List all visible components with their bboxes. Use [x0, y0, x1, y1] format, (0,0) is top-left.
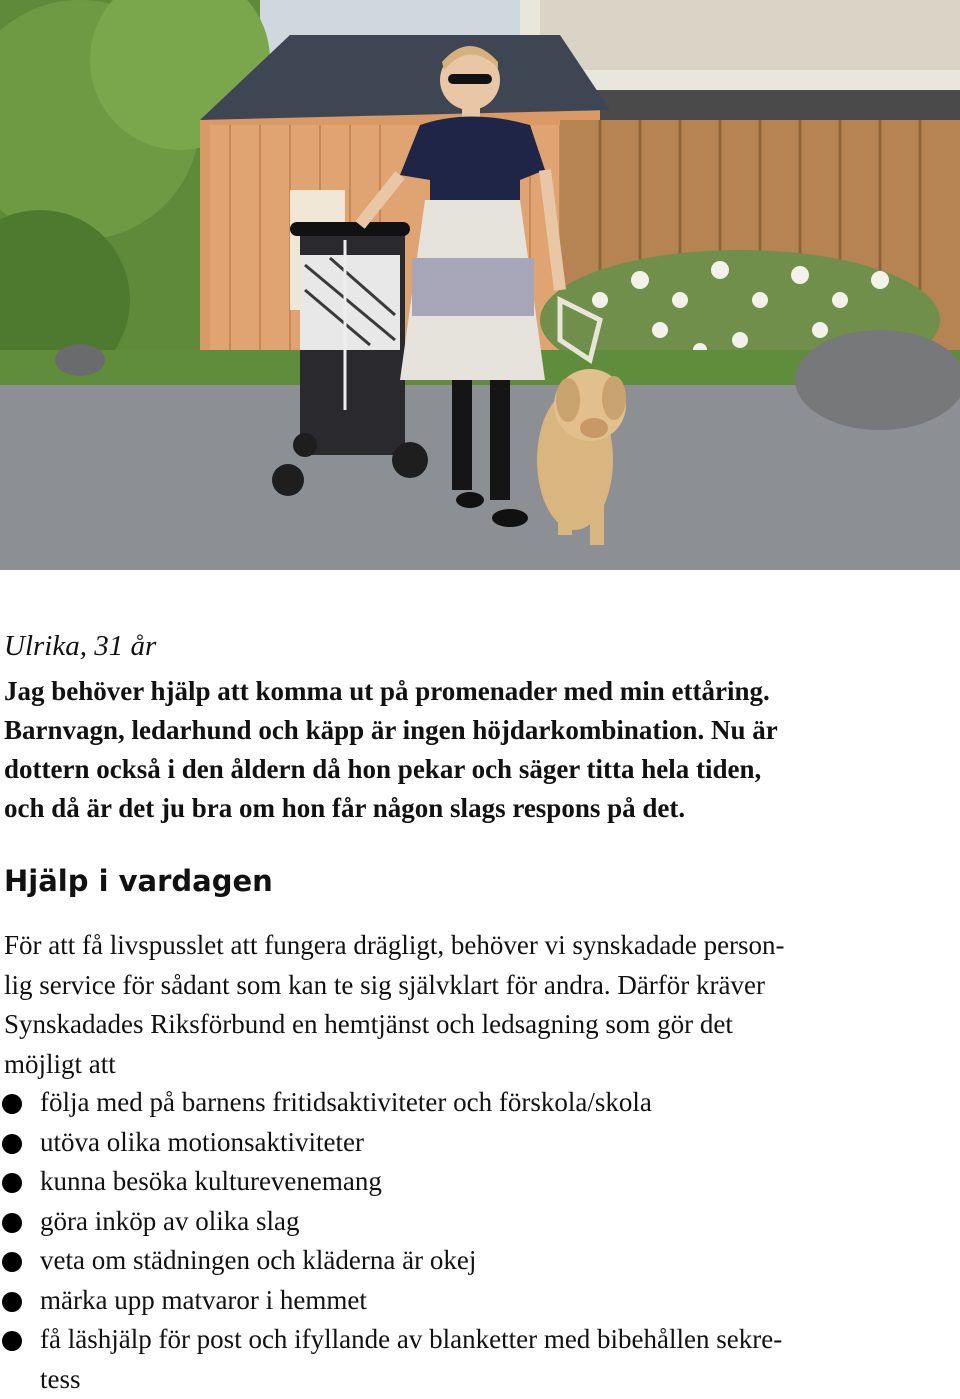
list-item-text: följa med på barnens fritidsaktiviteter och förskola/skola: [40, 1087, 652, 1117]
list-item: [0, 1202, 955, 1242]
list-item: [0, 1162, 955, 1202]
list-item: [0, 1241, 955, 1281]
list-item-text: tess: [40, 1364, 81, 1394]
list-item-text: göra inköp av olika slag: [40, 1206, 299, 1236]
quote-text: [4, 672, 954, 828]
bullet-icon: [2, 1331, 22, 1351]
quote-line: och då är det ju bra om hon får någon slags respons på det.: [4, 789, 954, 828]
list-item-text: få läshjälp för post och ifyllande av blanketter med bibehållen sekre-: [40, 1324, 782, 1354]
paragraph-line: Synskadades Riksförbund en hemtjänst och ledsagning som gör det: [4, 1005, 954, 1045]
paragraph-line: möjligt att: [4, 1045, 954, 1085]
list-item: [0, 1281, 955, 1321]
quote-line: Barnvagn, ledarhund och käpp är ingen höjdarkombination. Nu är: [4, 711, 954, 750]
service-list: [0, 1083, 955, 1399]
bullet-icon: [2, 1173, 22, 1193]
photo-woman-stroller-guide-dog: [0, 0, 960, 570]
list-item: [0, 1320, 955, 1360]
list-item-text: kunna besöka kulturevenemang: [40, 1166, 382, 1196]
quote-author: Ulrika, 31 år: [4, 630, 156, 663]
bullet-icon: [2, 1213, 22, 1233]
quote-line: dottern också i den åldern då hon pekar och säger titta hela tiden,: [4, 750, 954, 789]
bullet-icon: [2, 1134, 22, 1154]
list-item-continuation: [0, 1360, 955, 1399]
section-heading: Hjälp i vardagen: [4, 864, 273, 898]
section-paragraph: [4, 926, 954, 1084]
paragraph-line: För att få livspusslet att fungera drägligt, behöver vi synskadade person-: [4, 926, 954, 966]
list-item-text: veta om städningen och kläderna är okej: [40, 1245, 476, 1275]
bullet-icon: [2, 1252, 22, 1272]
list-item-text: märka upp matvaror i hemmet: [40, 1285, 367, 1315]
bullet-icon: [2, 1094, 22, 1114]
bullet-icon: [2, 1292, 22, 1312]
paragraph-line: lig service för sådant som kan te sig självklart för andra. Därför kräver: [4, 966, 954, 1006]
list-item: [0, 1083, 955, 1123]
list-item-text: utöva olika motionsaktiviteter: [40, 1127, 364, 1157]
quote-line: Jag behöver hjälp att komma ut på promenader med min ettåring.: [4, 672, 954, 711]
list-item: [0, 1123, 955, 1163]
